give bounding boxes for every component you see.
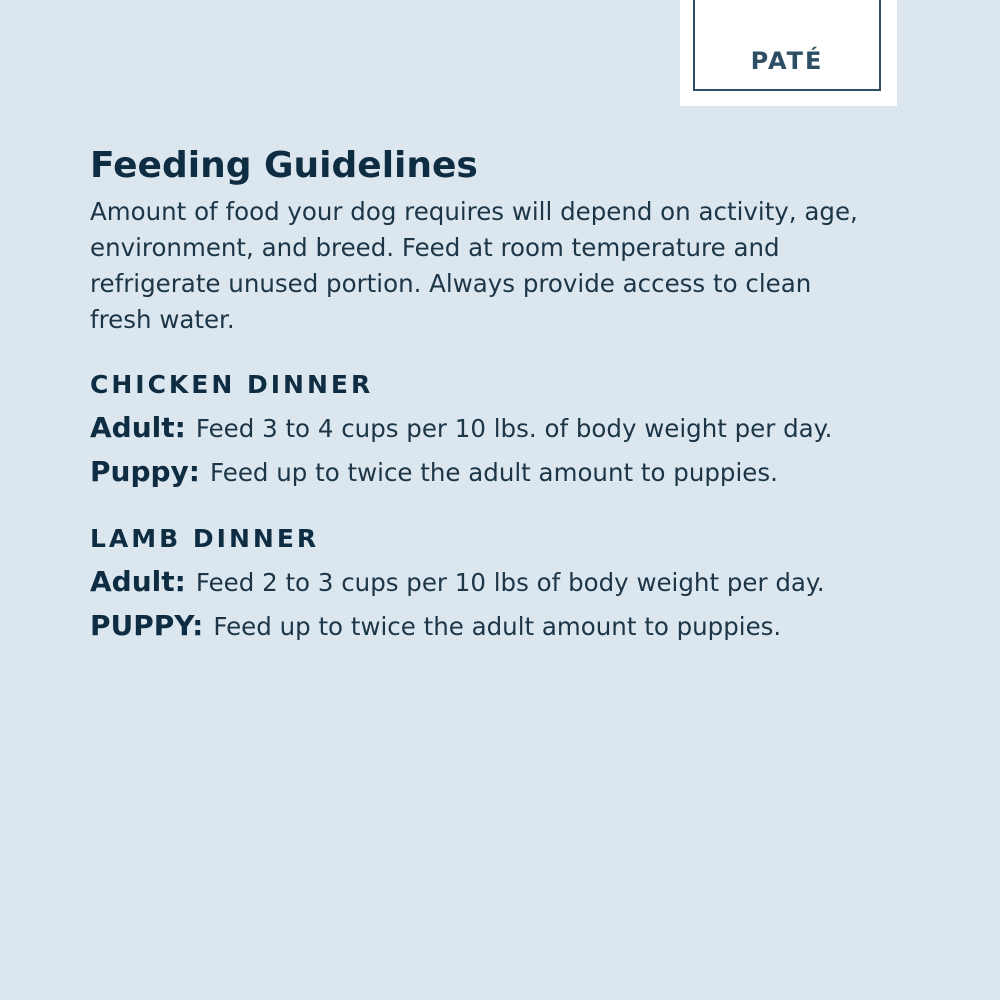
- chicken-dinner-section: [90, 368, 920, 494]
- chicken-puppy-text: Feed up to twice the adult amount to puppies.: [210, 458, 778, 487]
- chicken-adult-row: [90, 406, 920, 450]
- lamb-dinner-title: LAMB DINNER: [90, 524, 320, 553]
- pate-badge-label: PATÉ: [750, 47, 824, 75]
- lamb-adult-text: Feed 2 to 3 cups per 10 lbs of body weight per day.: [195, 568, 825, 597]
- feeding-guidelines-intro: Amount of food your dog requires will depend on activity, age, environment, and breed. Feed at room temperature and refrigerate unused portion. Always provide access to clean fresh water.: [90, 197, 858, 334]
- chicken-adult-text: Feed 3 to 4 cups per 10 lbs. of body weight per day.: [195, 414, 833, 443]
- lamb-dinner-section: [90, 522, 920, 648]
- feeding-guidelines: [90, 138, 920, 648]
- lamb-puppy-label: PUPPY:: [90, 609, 204, 642]
- chicken-adult-label: Adult:: [90, 411, 186, 444]
- chicken-puppy-label: Puppy:: [90, 455, 200, 488]
- chicken-dinner-title: CHICKEN DINNER: [90, 370, 374, 399]
- pate-badge-frame: [693, 0, 881, 91]
- pate-badge: [680, 0, 897, 106]
- chicken-puppy-row: [90, 450, 920, 494]
- lamb-adult-label: Adult:: [90, 565, 186, 598]
- lamb-puppy-text: Feed up to twice the adult amount to puppies.: [213, 612, 782, 641]
- lamb-puppy-row: [90, 604, 920, 648]
- feeding-guidelines-title: Feeding Guidelines: [90, 145, 478, 186]
- lamb-adult-row: [90, 560, 920, 604]
